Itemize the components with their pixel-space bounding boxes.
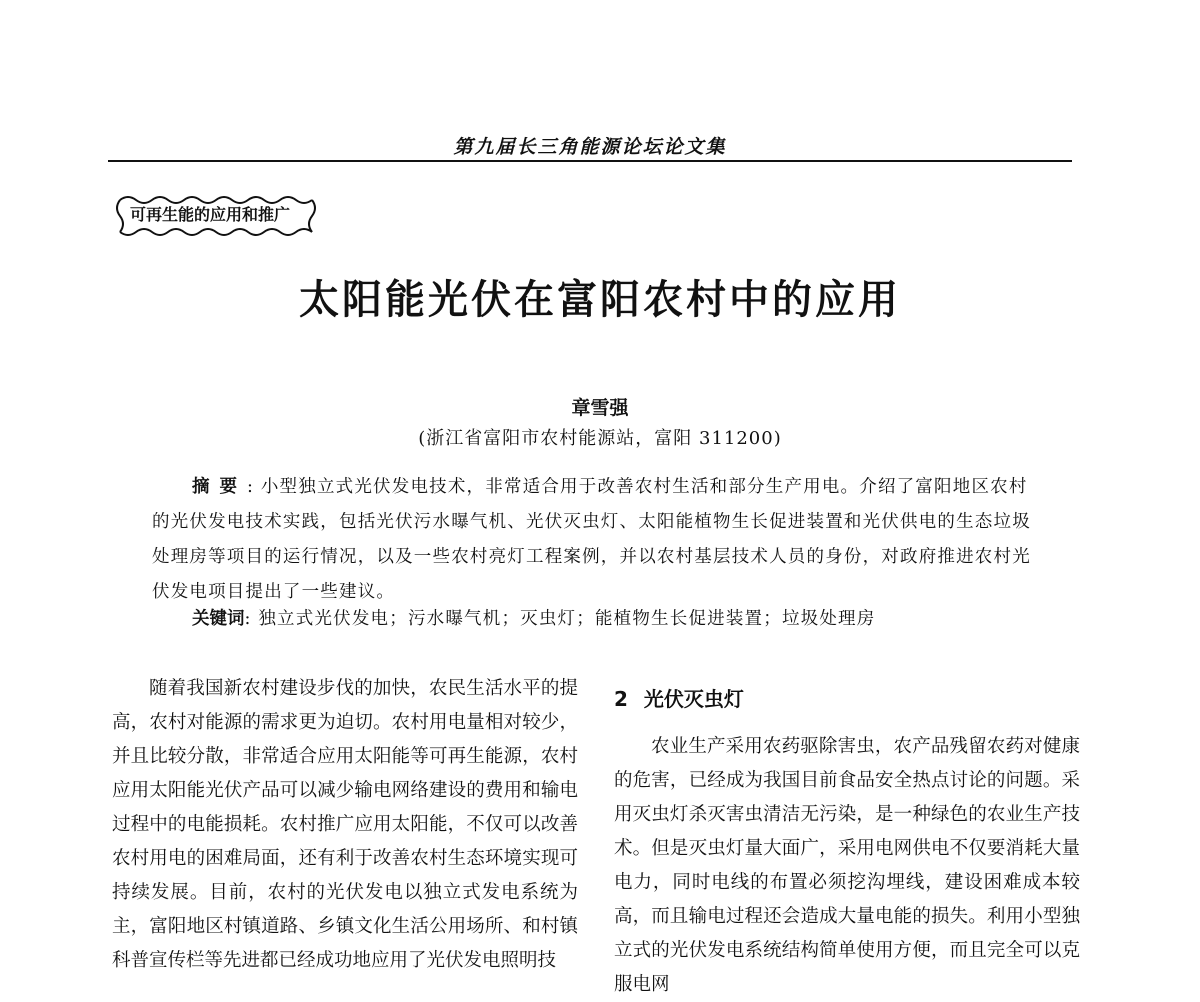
abstract-text: 小型独立式光伏发电技术，非常适合用于改善农村生活和部分生产用电。介绍了富阳地区农村的光伏发电技术实践，包括光伏污水曝气机、光伏灭虫灯、太阳能植物生长促进装置和光伏供电的生态垃圾处理房等项目的运行情况，以及一些农村亮灯工程案例，并以农村基层技术人员的身份，对政府推进农村光伏发电项目提出了一些建议。 [152,477,1031,602]
paper-title: 太阳能光伏在富阳农村中的应用 [299,277,901,323]
section-heading [614,682,1080,716]
left-column [112,672,578,978]
abstract-label: 摘要 [192,477,247,497]
section-tag-label: 可再生能的应用和推广 [130,205,291,224]
section-tag [112,188,322,238]
header-rule [108,160,1072,162]
abstract: 摘要: 小型独立式光伏发电技术，非常适合用于改善农村生活和部分生产用电。介绍了富阳地区农村的光伏发电技术实践，包括光伏污水曝气机、光伏灭虫灯、太阳能植物生长促进装置和光伏供电的生态垃圾处理房等项目的运行情况，以及一些农村亮灯工程案例，并以农村基层技术人员的身份，对政府推进农村光伏发电项目提出了一些建议。 [152,477,1031,602]
author-affiliation: (浙江省富阳市农村能源站，富阳 311200) [418,428,782,449]
running-header: 第九届长三角能源论坛论文集 [453,136,727,158]
right-column [614,672,1080,1002]
body-paragraph: 农业生产采用农药驱除害虫，农产品残留农药对健康的危害，已经成为我国目前食品安全热点讨论的问题。采用灭虫灯杀灭害虫清洁无污染，是一种绿色的农业生产技术。但是灭虫灯量大面广，采用电网供电不仅要消耗大量电力，同时电线的布置必须挖沟埋线，建设困难成本较高，而且输电过程还会造成大量电能的损失。利用小型独立式的光伏发电系统结构简单使用方便，而且完全可以克服电网 [614,736,1080,995]
section-number: 2 [614,687,628,711]
keywords: 关键词: 独立式光伏发电；污水曝气机；灭虫灯；能植物生长促进装置；垃圾处理房 [192,609,876,629]
section-title: 光伏灭虫灯 [643,687,744,711]
keywords-text: 独立式光伏发电；污水曝气机；灭虫灯；能植物生长促进装置；垃圾处理房 [258,609,876,629]
keywords-label: 关键词 [192,609,245,629]
body-paragraph: 随着我国新农村建设步伐的加快，农民生活水平的提高，农村对能源的需求更为迫切。农村用电量相对较少，并且比较分散，非常适合应用太阳能等可再生能源，农村应用太阳能光伏产品可以减少输电网络建设的费用和输电过程中的电能损耗。农村推广应用太阳能，不仅可以改善农村用电的困难局面，还有利于改善农村生态环境实现可持续发展。目前，农村的光伏发电以独立式发电系统为主，富阳地区村镇道路、乡镇文化生活公用场所、和村镇科普宣传栏等先进都已经成功地应用了光伏发电照明技 [112,678,578,971]
author-name: 章雪强 [571,397,629,419]
